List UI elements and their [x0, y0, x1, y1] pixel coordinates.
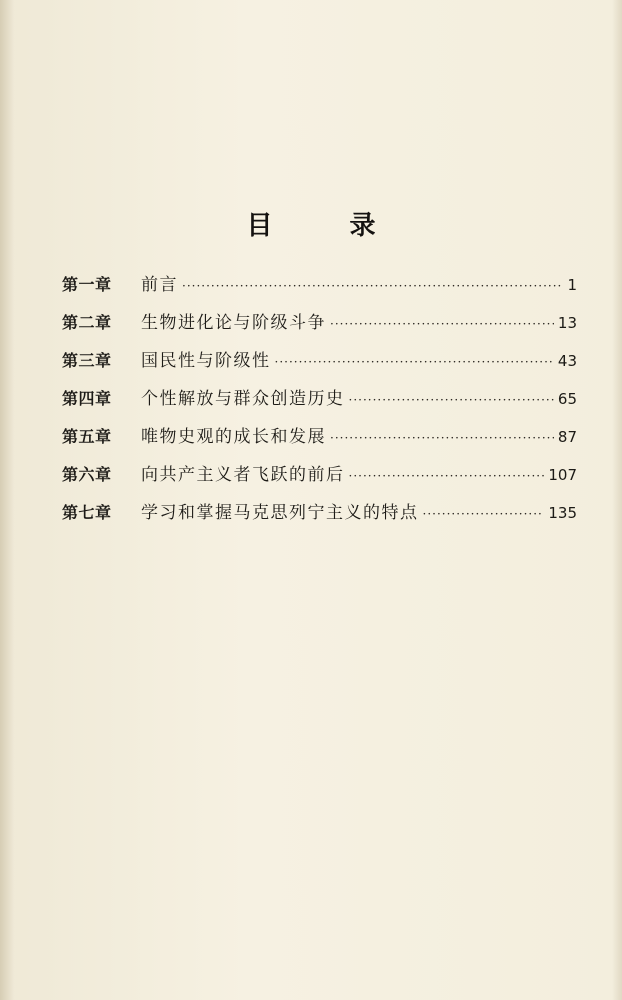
page-number: 43: [557, 352, 577, 370]
dot-leader: [275, 343, 554, 381]
chapter-number: 第七章: [62, 503, 112, 522]
dot-leader: [182, 267, 563, 305]
toc-entry-2: [62, 304, 577, 342]
chapter-title: 向共产主义者飞跃的前后: [141, 465, 345, 485]
chapter-number: 第六章: [62, 465, 112, 484]
chapter-title: 学习和掌握马克思列宁主义的特点: [141, 503, 419, 523]
chapter-number: 第二章: [62, 313, 112, 332]
page-number: 13: [557, 314, 577, 332]
page-number: 87: [557, 428, 577, 446]
chapter-number: 第三章: [62, 351, 112, 370]
toc-entry-1: [62, 266, 577, 304]
page-number: 1: [567, 276, 577, 294]
page-number: 65: [557, 390, 577, 408]
chapter-title: 生物进化论与阶级斗争: [141, 313, 326, 333]
dot-leader: [349, 381, 554, 419]
chapter-number: 第四章: [62, 389, 112, 408]
dot-leader: [330, 419, 554, 457]
dot-leader: [349, 457, 545, 495]
chapter-title: 国民性与阶级性: [141, 351, 271, 371]
toc-entry-6: [62, 456, 577, 494]
chapter-title: 唯物史观的成长和发展: [141, 427, 326, 447]
table-of-contents: [62, 266, 577, 532]
page-number: 135: [548, 504, 577, 522]
dot-leader: [330, 305, 554, 343]
chapter-number: 第五章: [62, 427, 112, 446]
toc-entry-7: [62, 494, 577, 532]
page-title: 目 录: [246, 211, 410, 241]
page-number: 107: [548, 466, 577, 484]
dot-leader: [423, 495, 545, 533]
chapter-title: 个性解放与群众创造历史: [141, 389, 345, 409]
toc-entry-3: [62, 342, 577, 380]
toc-entry-5: [62, 418, 577, 456]
chapter-title: 前言: [141, 275, 178, 295]
chapter-number: 第一章: [62, 275, 112, 294]
toc-entry-4: [62, 380, 577, 418]
